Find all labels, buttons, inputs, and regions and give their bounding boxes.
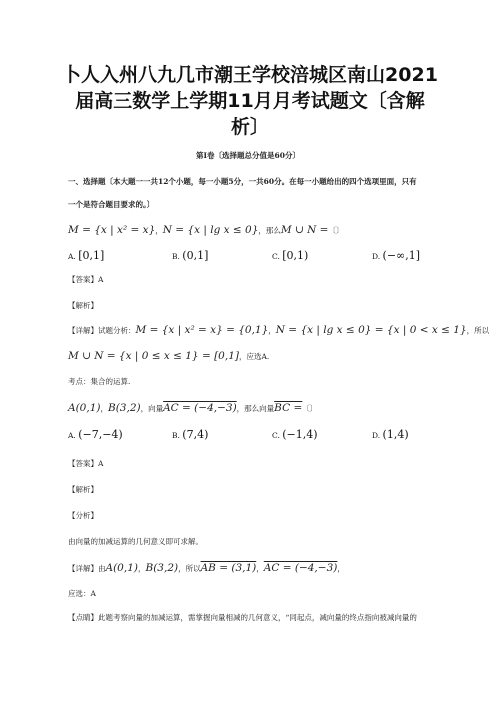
q1-option-c: C. [0,1) (272, 249, 309, 262)
q1-sep: ， (155, 226, 163, 235)
q2-analysis-text: 由向量的加减运算的几何意义即可求解。 (68, 537, 203, 546)
instructions-line-2: 一个是符合题目要求的。〕 (68, 200, 155, 209)
doc-title-line-1: 卜人入州八九几市潮王学校涪城区南山2021 (62, 64, 438, 86)
q1-topic: 考点：集合的运算. (68, 377, 131, 386)
q1-analysis-header: 【解析】 (68, 301, 98, 310)
section-header: 第I卷〔选择题总分值是60分〕 (196, 151, 300, 160)
q1-answer: 【答案】A (68, 275, 104, 284)
q1-stem-text: ，那么 (258, 226, 281, 235)
q1-stem (68, 224, 343, 237)
q1-detail-cont: M ∪ N = {x | 0 ≤ x ≤ 1} = [0,1]，应选A. (68, 350, 270, 362)
doc-title-line-2: 届高三数学上学期11月月考试题文〔含解 (75, 90, 425, 112)
q1-set-n: N = {x | lg x ≤ 0} (162, 224, 259, 236)
q2-analysis-sub: 【分析】 (68, 511, 98, 520)
q1-union: M ∪ N = (280, 224, 329, 236)
q2-option-b: B. (7,4) (172, 428, 209, 441)
q2-comment: 【点睛】此题考察向量的加减运算，需掌握向量相减的几何意义，“同起点，减向量的终点指向被减向量的 (68, 613, 417, 622)
q1-option-d: D. (−∞,1] (372, 249, 420, 262)
q2-detail: 【详解】由A(0,1)，B(3,2)，所以AB = (3,1)，AC = (−4,−3)， (68, 562, 345, 574)
q1-option-a: A. [0,1] (68, 249, 105, 262)
q1-option-b: B. (0,1] (172, 249, 209, 262)
q2-answer: 【答案】A (68, 459, 104, 468)
q1-set-m: M = {x | x² = x} (68, 224, 156, 236)
q2-stem: A(0,1)，B(3,2)，向量AC = (−4,−3)，那么向量BC =〔〕 (68, 402, 318, 414)
q2-option-c: C. (−1,4) (272, 428, 318, 441)
q2-option-a: A. (−7,−4) (68, 428, 123, 441)
q2-option-d: D. (1,4) (372, 428, 409, 441)
instructions-line-1: 一、选择题〔本大题一一共12个小题，每一小题5分，一共60分。在每一小题给出的四个选项里面，只有 (68, 177, 417, 186)
q1-detail: 【详解】试题分析：M = {x | x² = x} = {0,1}，N = {x | lg x ≤ 0} = {x | 0 < x ≤ 1}，所以 (68, 324, 490, 336)
q2-choice: 应选：A (68, 589, 96, 598)
doc-title-line-3: 析〕 (230, 116, 269, 138)
q1-stem-end: 〔〕 (328, 226, 344, 235)
q2-analysis-header: 【解析】 (68, 485, 98, 494)
